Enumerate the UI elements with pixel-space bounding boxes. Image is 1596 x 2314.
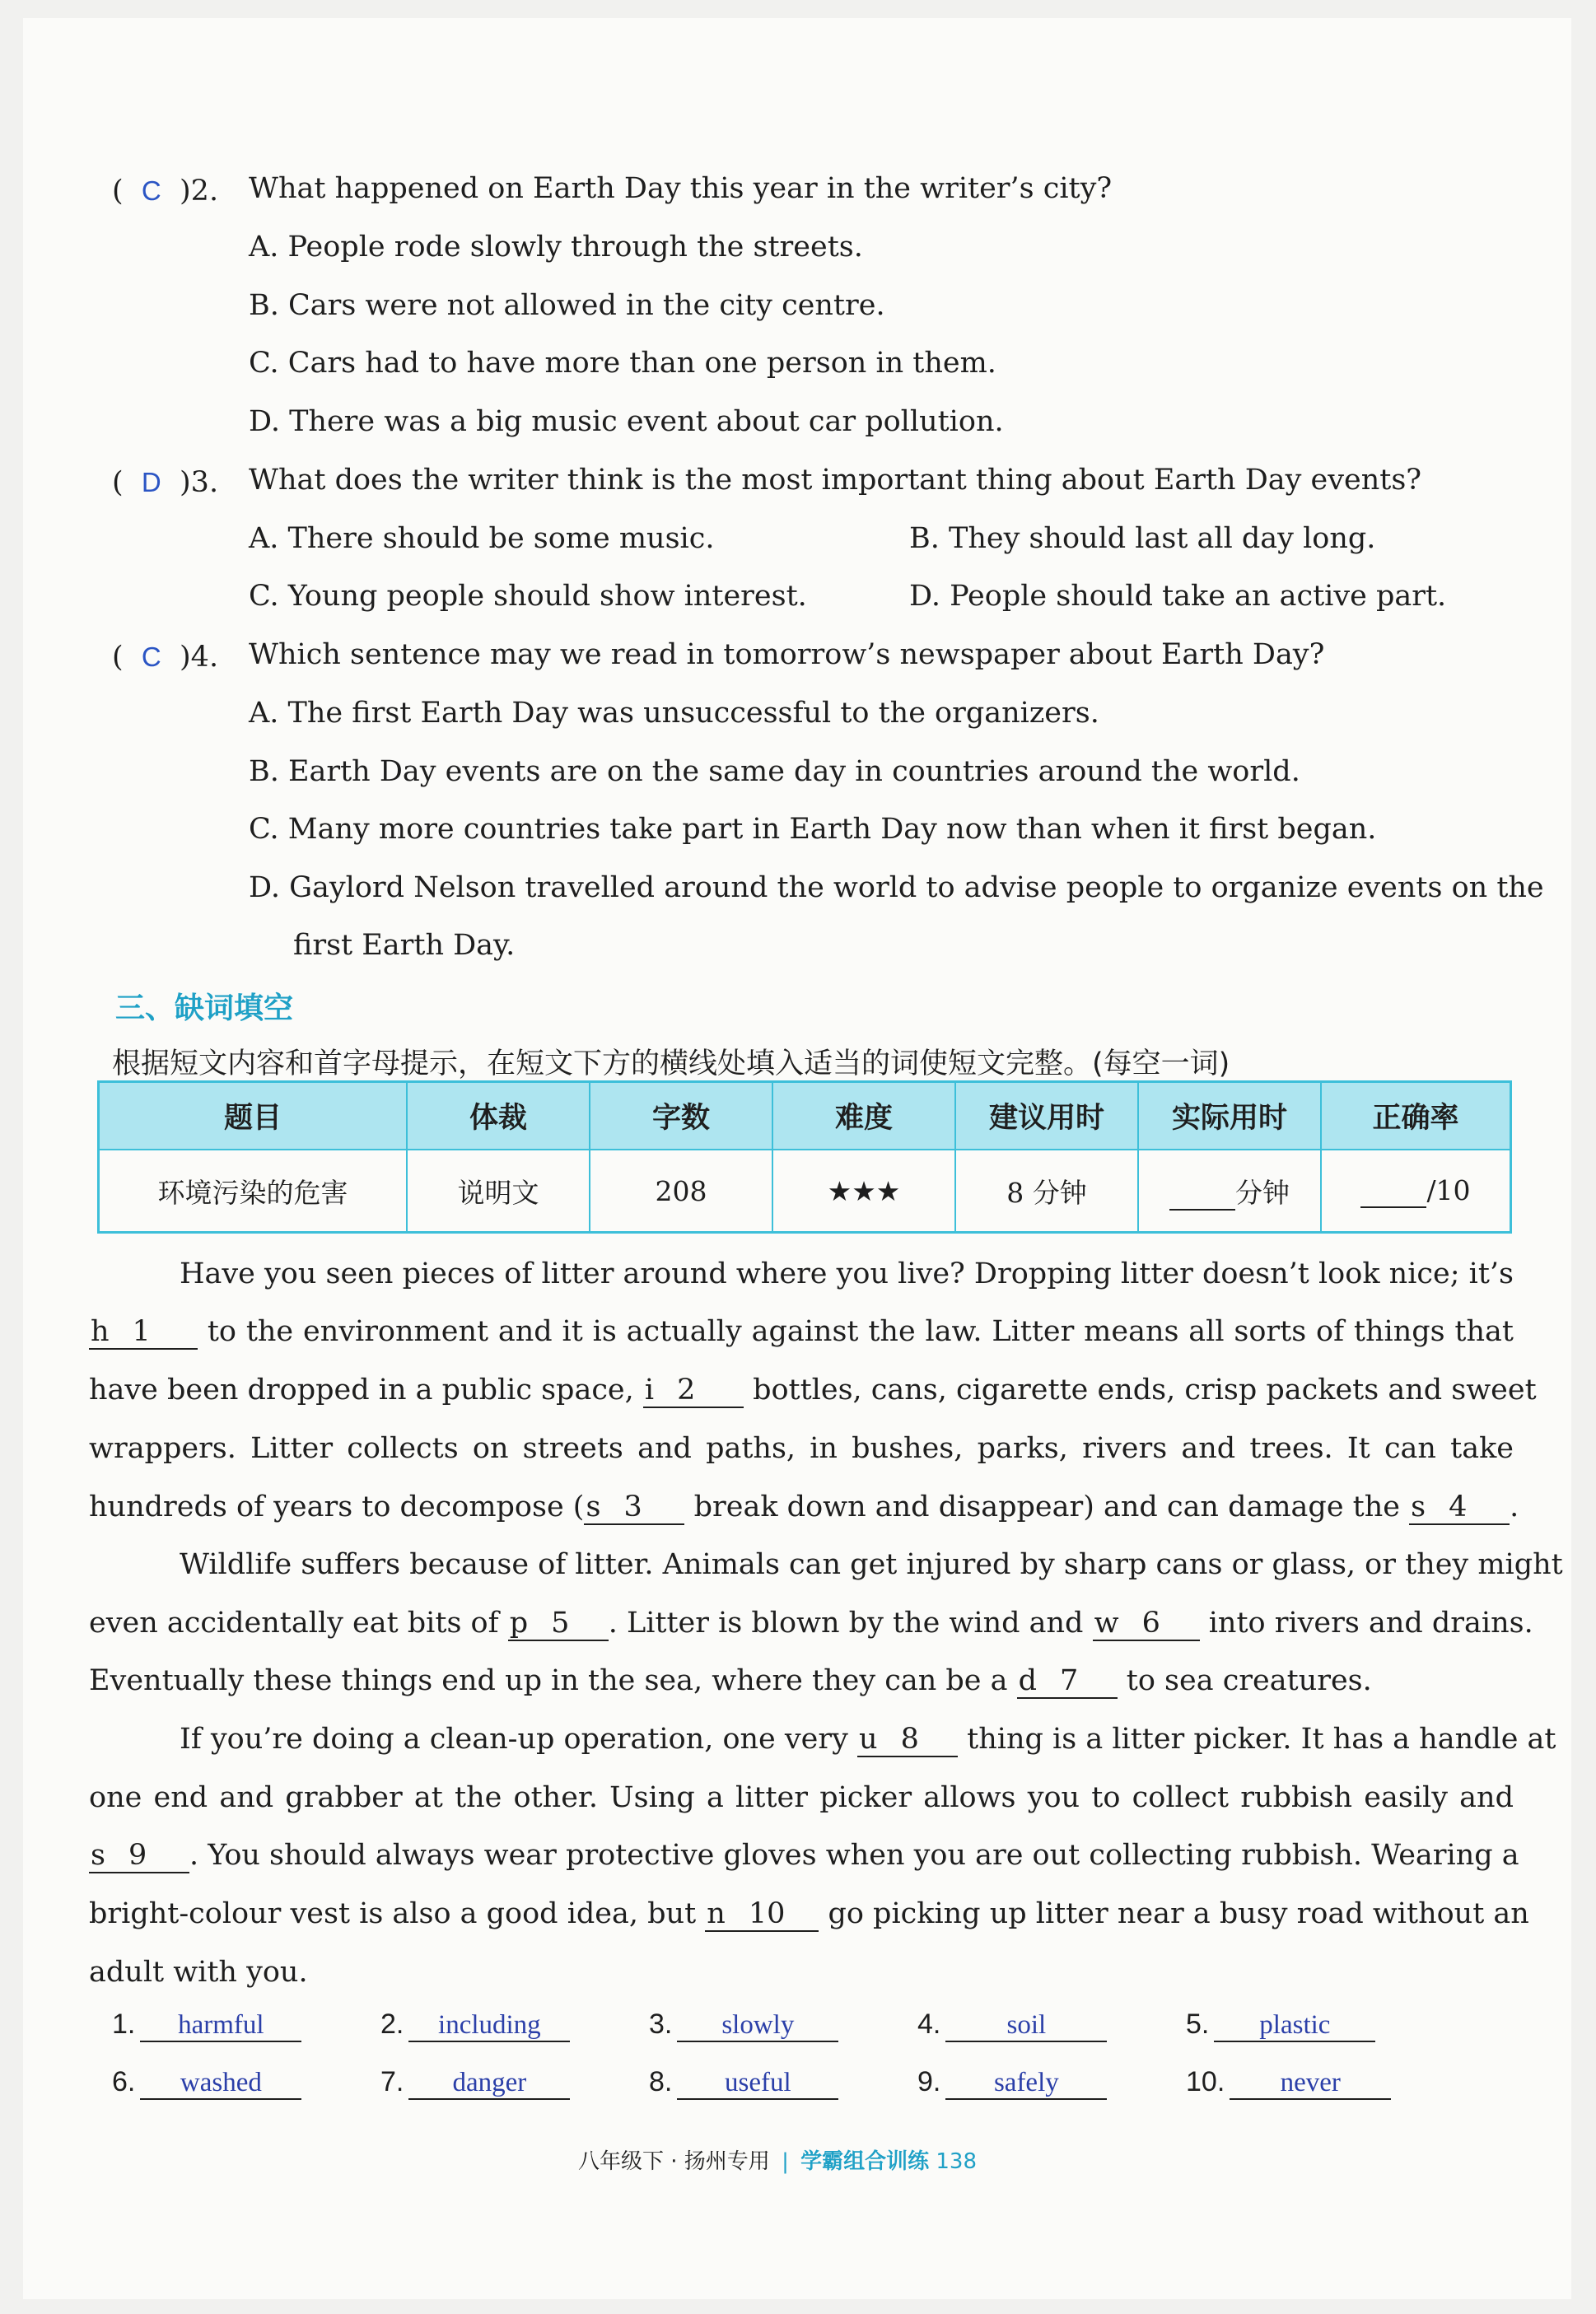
blank-10[interactable]: n 10 (705, 1897, 819, 1932)
passage-text: Eventually these things end up in the sea, where they can be a (89, 1664, 1008, 1697)
option: C. Young people should show interest. (249, 580, 807, 613)
time-unit: 分钟 (1235, 1176, 1290, 1209)
answer-item (1186, 2065, 1391, 2100)
answer-number: 8. (649, 2066, 673, 2097)
table-header: 难度 (772, 1082, 955, 1150)
passage-text: bright-colour vest is also a good idea, but (89, 1897, 697, 1930)
option: B. They should last all day long. (909, 522, 1376, 555)
answer-item (917, 2008, 1107, 2042)
table-header: 实际用时 (1138, 1082, 1321, 1150)
table-header: 字数 (590, 1082, 772, 1150)
answer-letter: C (141, 175, 161, 206)
answer-field[interactable]: danger (408, 2068, 570, 2100)
answer-field[interactable]: soil (945, 2010, 1107, 2042)
blank-1[interactable]: h 1 (89, 1315, 198, 1350)
question-3-stem: What does the writer think is the most important thing about Earth Day events? (249, 464, 1422, 497)
question-2-stem: What happened on Earth Day this year in the writer’s city? (249, 172, 1113, 205)
accuracy-blank[interactable] (1360, 1174, 1426, 1208)
table-header: 题目 (99, 1082, 408, 1150)
option-continuation: first Earth Day. (293, 929, 516, 962)
answer-number: 10. (1186, 2066, 1225, 2097)
option: D. Gaylord Nelson travelled around the world to advise people to organize events on the (249, 871, 1544, 904)
table-row (99, 1150, 1511, 1233)
passage-text: If you’re doing a clean-up operation, one very (180, 1723, 848, 1756)
passage-text: have been dropped in a public space, (89, 1374, 634, 1407)
table-header: 正确率 (1321, 1082, 1511, 1150)
passage-text: go picking up litter near a busy road without an (828, 1897, 1529, 1930)
passage-line (89, 1374, 1537, 1408)
blank-8[interactable]: u 8 (857, 1723, 958, 1757)
passage-line: adult with you. (89, 1956, 308, 1989)
option: B. Cars were not allowed in the city centre. (249, 289, 885, 322)
question-3-answer: ( D )3. (112, 466, 219, 499)
passage-text: bottles, cans, cigarette ends, crisp packets and sweet (753, 1374, 1537, 1407)
blank-5[interactable]: p 5 (508, 1607, 609, 1641)
option: A. The first Earth Day was unsuccessful to the organizers. (249, 697, 1099, 730)
answer-item (1186, 2008, 1375, 2042)
answer-letter: D (141, 467, 161, 497)
section-instruction: 根据短文内容和首字母提示，在短文下方的横线处填入适当的词使短文完整。(每空一词) (112, 1047, 1230, 1080)
passage-line (180, 1723, 1556, 1757)
blank-7[interactable]: d 7 (1017, 1664, 1118, 1699)
option: C. Cars had to have more than one person in them. (249, 347, 996, 380)
topic-cell: 环境污染的危害 (99, 1150, 408, 1233)
answer-number: 2. (380, 2008, 404, 2040)
option: A. There should be some music. (249, 522, 715, 555)
table-header: 体裁 (407, 1082, 590, 1150)
answer-field[interactable]: never (1230, 2068, 1391, 2100)
question-4-answer: ( C )4. (112, 641, 219, 674)
blank-2[interactable]: i 2 (643, 1374, 744, 1408)
answer-field[interactable]: plastic (1214, 2010, 1375, 2042)
passage-line (89, 1491, 1519, 1525)
passage-text: to sea creatures. (1126, 1664, 1372, 1697)
passage-line: Have you seen pieces of litter around where you live? Dropping litter doesn’t look nice; it’s (180, 1257, 1514, 1290)
footer-brand: 学霸组合训练 (800, 2149, 930, 2174)
answer-item (649, 2008, 838, 2042)
table-header: 建议用时 (955, 1082, 1138, 1150)
passage-line (89, 1897, 1529, 1932)
passage-text: even accidentally eat bits of (89, 1607, 499, 1640)
answer-field[interactable]: washed (140, 2068, 301, 2100)
passage-line: wrappers. Litter collects on streets and paths, in bushes, parks, rivers and trees. It can take (89, 1432, 1514, 1465)
passage-line (89, 1664, 1514, 1699)
passage-text: break down and disappear) and can damage the (693, 1491, 1400, 1523)
answer-item (380, 2008, 570, 2042)
footer-edition: 八年级下 · 扬州专用 (578, 2149, 770, 2174)
answer-letter: C (141, 641, 161, 672)
blank-6[interactable]: w 6 (1093, 1607, 1200, 1641)
passage-line: one end and grabber at the other. Using a litter picker allows you to collect rubbish easily and (89, 1781, 1514, 1814)
answer-item (112, 2065, 301, 2100)
passage-text: into rivers and drains. (1208, 1607, 1533, 1640)
passage-text: . Litter is blown by the wind and (608, 1607, 1084, 1640)
answer-field[interactable]: safely (945, 2068, 1107, 2100)
answer-field[interactable]: including (408, 2010, 570, 2042)
answer-field[interactable]: slowly (677, 2010, 838, 2042)
option: A. People rode slowly through the streets. (249, 231, 863, 264)
difficulty-cell: ★★★ (772, 1150, 955, 1233)
question-number: )4. (180, 641, 219, 674)
suggested-time-cell: 8 分钟 (955, 1150, 1138, 1233)
passage-text: . You should always wear protective gloves when you are out collecting rubbish. Wearing a (189, 1839, 1519, 1872)
accuracy-cell (1321, 1150, 1511, 1233)
passage-text: thing is a litter picker. It has a handle at (967, 1723, 1556, 1756)
page-footer: 八年级下 · 扬州专用 | 学霸组合训练 138 (578, 2149, 978, 2174)
answer-item (917, 2065, 1107, 2100)
passage-line: Wildlife suffers because of litter. Animals can get injured by sharp cans or glass, or they might (180, 1548, 1563, 1581)
answer-field[interactable]: harmful (140, 2010, 301, 2042)
answer-number: 3. (649, 2008, 673, 2040)
actual-time-blank[interactable] (1169, 1177, 1235, 1211)
answer-number: 1. (112, 2008, 136, 2040)
section-title: 三、缺词填空 (115, 991, 294, 1025)
option: D. People should take an active part. (909, 580, 1447, 613)
actual-time-cell (1138, 1150, 1321, 1233)
passage-text: to the environment and it is actually against the law. Litter means all sorts of things that (207, 1315, 1514, 1348)
words-cell: 208 (590, 1150, 772, 1233)
question-4-stem: Which sentence may we read in tomorrow’s newspaper about Earth Day? (249, 638, 1325, 671)
answer-item (380, 2065, 570, 2100)
answer-item (112, 2008, 301, 2042)
genre-cell: 说明文 (407, 1150, 590, 1233)
option: D. There was a big music event about car pollution. (249, 405, 1004, 438)
option: B. Earth Day events are on the same day in countries around the world. (249, 755, 1300, 788)
passage-text: hundreds of years to decompose ( (89, 1491, 585, 1523)
answer-number: 4. (917, 2008, 941, 2040)
passage-text: . (1510, 1491, 1519, 1523)
answer-field[interactable]: useful (677, 2068, 838, 2100)
question-number: )2. (180, 175, 219, 208)
answer-item (649, 2065, 838, 2100)
answer-number: 9. (917, 2066, 941, 2097)
question-2-answer: ( C )2. (112, 175, 219, 208)
answer-number: 7. (380, 2066, 404, 2097)
answer-number: 6. (112, 2066, 136, 2097)
passage-line (89, 1315, 1514, 1350)
passage-line (89, 1607, 1533, 1641)
blank-9[interactable]: s 9 (89, 1839, 189, 1873)
passage-line (89, 1839, 1519, 1873)
blank-3[interactable]: s 3 (584, 1491, 684, 1525)
page-number: 138 (936, 2149, 978, 2174)
blank-4[interactable]: s 4 (1409, 1491, 1510, 1525)
info-table (97, 1080, 1512, 1234)
option: C. Many more countries take part in Earth Day now than when it first began. (249, 813, 1377, 846)
table-header-row (99, 1082, 1511, 1150)
accuracy-total: /10 (1426, 1173, 1471, 1206)
question-number: )3. (180, 466, 219, 499)
answer-number: 5. (1186, 2008, 1210, 2040)
